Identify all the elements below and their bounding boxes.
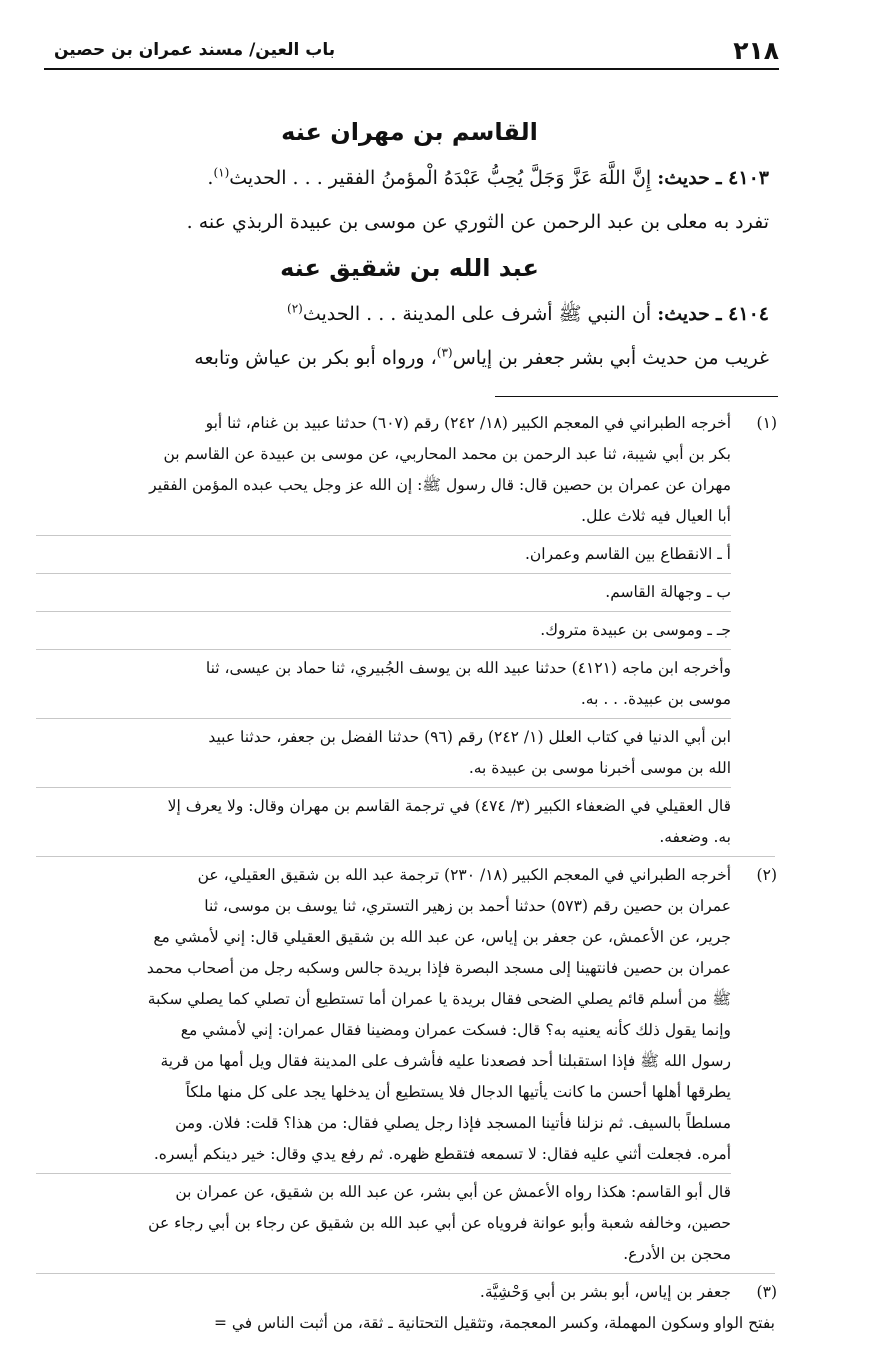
hadith-text: أن النبي ﷺ أشرف على المدينة . . . الحديث	[302, 303, 658, 325]
hadith-label: حديث:	[657, 167, 710, 189]
footnote-rule	[495, 396, 778, 397]
footnote-number: (٣)	[756, 1283, 777, 1301]
divider	[36, 611, 731, 612]
divider	[36, 856, 775, 857]
footnote-line: وأخرجه ابن ماجه (٤١٢١) حدثنا عبيد الله بن يوسف الجُبيري، ثنا حماد بن عيسى، ثنا	[205, 659, 731, 677]
footnote-cause: جـ ـ وموسى بن عبيدة متروك.	[540, 621, 731, 639]
footnote-line: يطرقها أهلها أحسن ما كانت يأتيها الدجال فلا يستطيع أن يدخلها يجد على كل منها ملكاً	[185, 1083, 731, 1101]
divider	[36, 649, 731, 650]
footnote-line: ابن أبي الدنيا في كتاب العلل (١/ ٢٤٢) رقم (٩٦) حدثنا الفضل بن جعفر، حدثنا عبيد	[208, 728, 731, 746]
footnote-1	[36, 408, 775, 853]
footnote-number: (١)	[756, 414, 777, 432]
hadith-number: ٤١٠٤ ـ	[715, 303, 769, 325]
section-title-qasim: القاسم بن مهران عنه	[281, 118, 538, 146]
footnote-line: أخرجه الطبراني في المعجم الكبير (١٨/ ٢٤٢) رقم (٦٠٧) حدثنا عبيد بن غنام، ثنا أبو	[205, 414, 731, 432]
footnote-ref[interactable]: (٣)	[436, 345, 453, 360]
footnote-line: محجن بن الأدرع.	[623, 1245, 731, 1263]
divider	[36, 1173, 731, 1174]
footnote-3	[36, 1277, 775, 1308]
footnote-line: عمران بن حصين فانتهينا إلى مسجد البصرة فإذا بريدة جالس وسكبه رجل من أصحاب محمد	[146, 959, 731, 977]
footnote-line: أمره. فجعلت أثني عليه فقال: لا تسمعه فتقطع ظهره. ثم رفع يدي وقال: خير دينكم أيسره.	[153, 1145, 731, 1163]
hadith-number: ٤١٠٣ ـ	[715, 167, 769, 189]
hadith-4104	[50, 292, 769, 336]
running-title: باب العين/ مسند عمران بن حصين	[44, 40, 335, 64]
divider	[36, 573, 731, 574]
hadith-end: .	[207, 167, 214, 189]
footnote-2	[36, 860, 775, 1270]
note-text: غريب من حديث أبي بشر جعفر بن إياس	[452, 347, 769, 369]
divider	[36, 1273, 775, 1274]
divider	[36, 535, 731, 536]
main-text	[50, 108, 769, 380]
footnote-line: قال أبو القاسم: هكذا رواه الأعمش عن أبي بشر، عن عبد الله بن شقيق، عن عمران بن	[175, 1183, 731, 1201]
page-number: ٢١٨	[733, 36, 779, 65]
footnote-line: مسلطاً بالسيف. ثم نزلنا فأتينا المسجد فإذا رجل يصلي فقال: من هذا؟ قلت: فلان. ومن	[175, 1114, 731, 1132]
footnote-line: قال العقيلي في الضعفاء الكبير (٣/ ٤٧٤) في ترجمة القاسم بن مهران وقال: ولا يعرف إلا	[167, 797, 731, 815]
footnotes	[36, 408, 775, 1339]
divider	[36, 718, 731, 719]
note-tafarrud: تفرد به معلى بن عبد الرحمن عن الثوري عن موسى بن عبيدة الربذي عنه .	[186, 211, 769, 233]
footnote-line: عمران بن حصين رقم (٥٧٣) حدثنا أحمد بن زهير التستري، ثنا يوسف بن موسى، ثنا	[204, 897, 731, 915]
hadith-4103	[50, 156, 769, 200]
footnote-line: بكر بن أبي شيبة، ثنا عبد الرحمن بن محمد المحاربي، عن موسى بن عبيدة عن القاسم بن	[163, 445, 731, 463]
divider	[36, 787, 731, 788]
section-title-shaqiq: عبد الله بن شقيق عنه	[280, 254, 539, 282]
footnote-cause: أ ـ الانقطاع بين القاسم وعمران.	[524, 545, 731, 563]
footnote-ref[interactable]: (٢)	[287, 301, 303, 316]
hadith-label: حديث:	[657, 303, 710, 325]
footnote-number: (٢)	[756, 866, 777, 884]
footnote-line: أخرجه الطبراني في المعجم الكبير (١٨/ ٢٣٠) ترجمة عبد الله بن شقيق العقيلي، عن	[197, 866, 731, 884]
footnote-line: رسول الله ﷺ فإذا استقبلنا أحد فصعدنا عليه فأشرف على المدينة فقال ويل أمها من قرية	[160, 1052, 731, 1070]
footnote-line: جرير، عن الأعمش، عن جعفر بن إياس، عن عبد الله بن شقيق العقيلي قال: إني لأمشي مع	[153, 928, 731, 946]
footnote-line: مهران عن عمران بن حصين قال: قال رسول ﷺ: إن الله عز وجل يحب عبده المؤمن الفقير	[149, 476, 731, 494]
footnote-line: حصين، وخالفه شعبة وأبو عوانة فروياه عن أبي عبد الله بن شقيق عن رجاء بن أبي رجاء عن	[148, 1214, 731, 1232]
footnote-continuation: بفتح الواو وسكون المهملة، وكسر المعجمة، وتثقيل التحتانية ـ ثقة، من أثبت الناس في =	[213, 1314, 775, 1332]
footnote-ref[interactable]: (١)	[213, 165, 230, 180]
footnote-line: موسى بن عبيدة. . . به.	[580, 690, 731, 708]
footnote-line: أبا العيال فيه ثلاث علل.	[581, 507, 731, 525]
page-number-box	[723, 38, 779, 63]
note-text-cont: ، ورواه أبو بكر بن عياش وتابعه	[194, 347, 437, 369]
footnote-line: جعفر بن إياس، أبو بشر بن أبي وَحْشِيَّة.	[479, 1283, 731, 1301]
header-rule	[44, 68, 779, 70]
footnote-cause: ب ـ وجهالة القاسم.	[605, 583, 731, 601]
footnote-line: به. وضعفه.	[659, 828, 731, 846]
hadith-text: إِنَّ اللَّهَ عَزَّ وَجَلَّ يُحِبُّ عَبْدَهُ الْمؤمنُ الفقير . . . الحديث	[229, 167, 658, 189]
note-gharib	[50, 336, 769, 380]
footnote-line: الله بن موسى أخبرنا موسى بن عبيدة به.	[468, 759, 731, 777]
footnote-line: وإنما يقول ذلك كأنه يعنيه به؟ قال: فسكت عمران ومضينا فقال عمران: إني لأمشي مع	[180, 1021, 731, 1039]
footnote-line: ﷺ من أسلم قائم يصلي الضحى فقال بريدة يا عمران أما تستطيع أن تصلي كما يصلي سكبة	[147, 990, 731, 1008]
